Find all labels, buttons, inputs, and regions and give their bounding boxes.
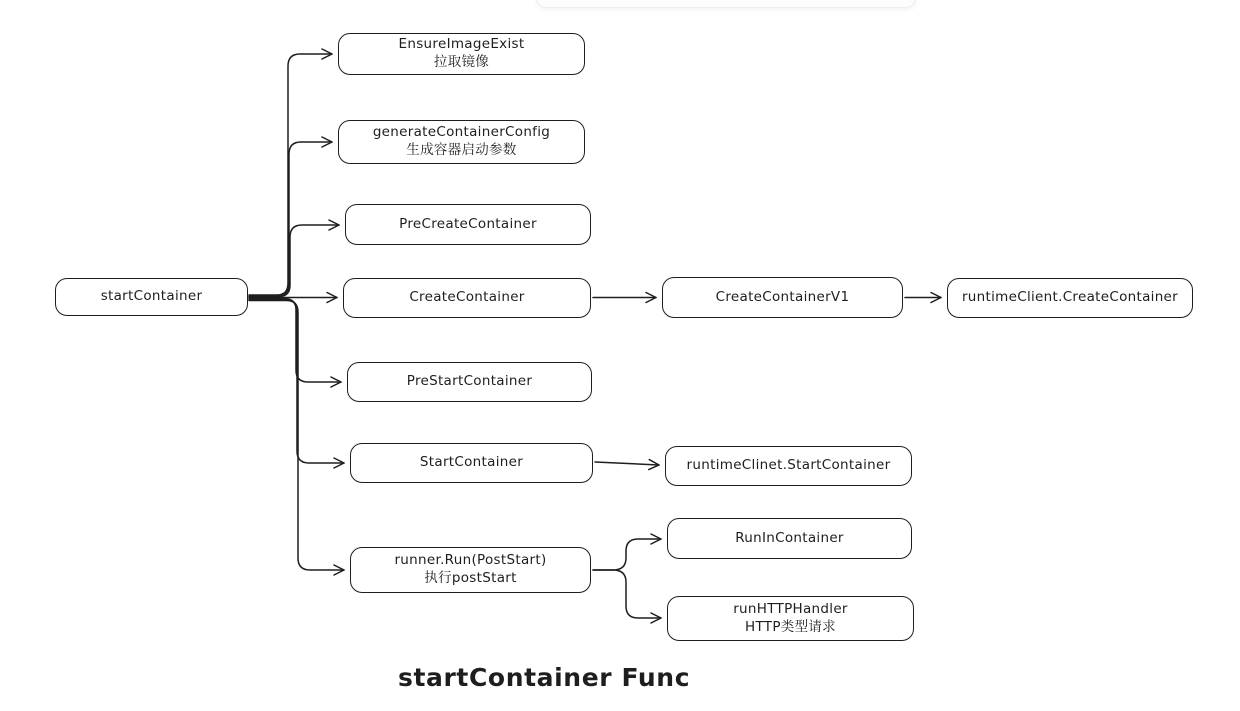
node-prestartcontainer[interactable]: [347, 362, 592, 402]
node-startcontainer[interactable]: [55, 278, 248, 316]
node-label: RunInContainer: [735, 529, 844, 546]
node-label: StartContainer: [419, 454, 524, 471]
arrow-root-to-precreatecontainer[interactable]: [249, 225, 339, 297]
node-runtimeclient-createcontainer[interactable]: [947, 278, 1193, 318]
node-generatecontainerconfig[interactable]: [338, 120, 585, 164]
node-label: EnsureImageExist: [398, 36, 525, 53]
node-label: startContainer: [100, 288, 203, 305]
node-label: runtimeClient.CreateContainer: [961, 289, 1179, 306]
node-runtimeclinet-startcontainer[interactable]: [665, 446, 912, 486]
arrow-runnerrun-to-runhttphandler[interactable]: [593, 570, 661, 618]
node-sublabel: 拉取镜像: [433, 54, 490, 70]
node-label: PreCreateContainer: [399, 215, 537, 232]
node-label: CreateContainer: [409, 289, 525, 306]
node-runhttphandler[interactable]: [667, 596, 914, 641]
node-sublabel: 执行postStart: [424, 570, 517, 586]
node-label: runtimeClinet.StartContainer: [686, 457, 891, 474]
node-label: PreStartContainer: [406, 373, 533, 390]
node-runner-run-poststart[interactable]: [350, 547, 591, 593]
node-createcontainerv1[interactable]: [662, 277, 903, 318]
node-label: CreateContainerV1: [715, 288, 850, 305]
arrow-runnerrun-to-runincontainer[interactable]: [593, 539, 661, 570]
node-sublabel: HTTP类型请求: [745, 618, 836, 635]
node-startcontainer-step[interactable]: [350, 443, 593, 483]
arrow-root-to-prestartcontainer[interactable]: [249, 299, 341, 383]
node-createcontainer[interactable]: [343, 278, 591, 318]
node-runincontainer[interactable]: [667, 518, 912, 559]
node-sublabel: 生成容器启动参数: [406, 142, 517, 158]
node-ensureimageexist[interactable]: [338, 33, 585, 75]
diagram-title: startContainer Func: [398, 663, 691, 692]
node-label: generateContainerConfig: [372, 124, 551, 141]
arrow-startcontainer-to-runtimeclinet[interactable]: [595, 462, 659, 465]
node-label: runner.Run(PostStart): [394, 552, 547, 569]
node-precreatecontainer[interactable]: [345, 204, 591, 245]
node-label: runHTTPHandler: [733, 600, 848, 617]
